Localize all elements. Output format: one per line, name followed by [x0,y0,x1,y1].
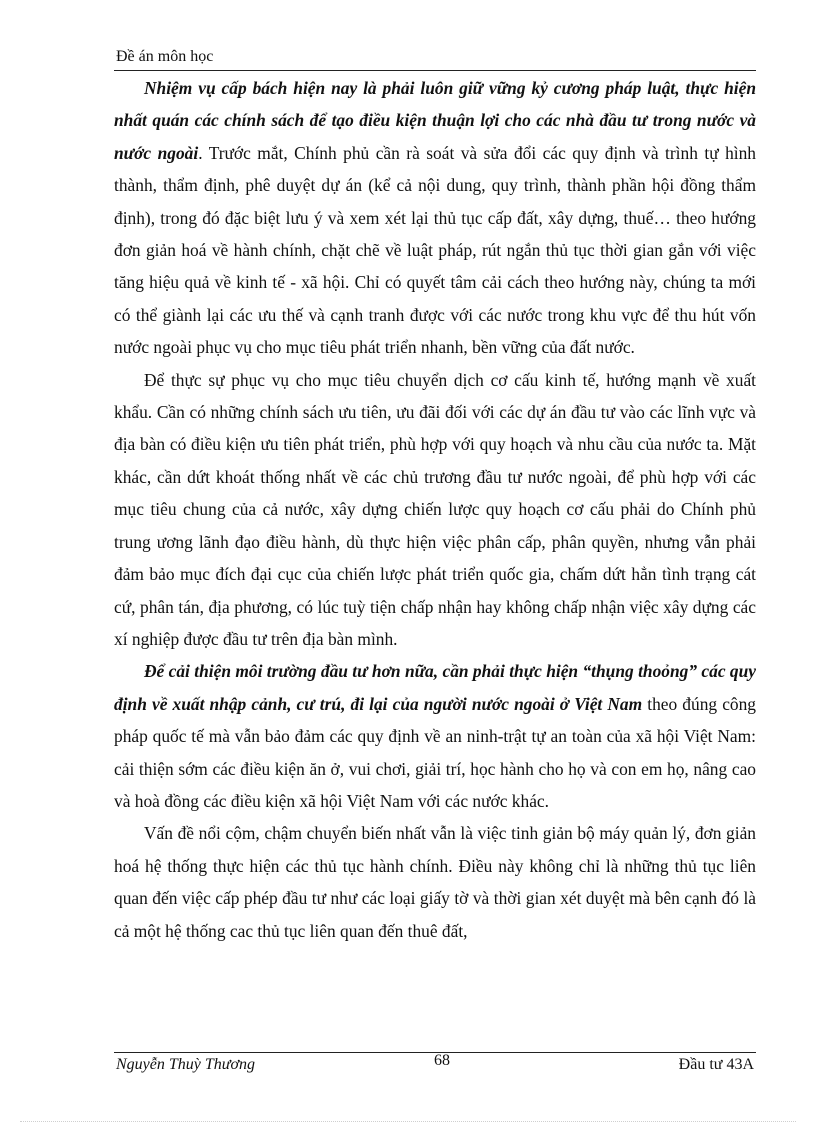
paragraph-1-text: . Trước mắt, Chính phủ cần rà soát và sửa đổi các quy định và trình tự hình thành, thẩm định, phê duyệt dự án (kể cả nội dung, quy trình, thành phần hội đồng thẩm định), trong đó đặc biệt lưu ý và xem xét lại thủ tục cấp đất, xây dựng, thuế… theo hướng đơn giản hoá về hành chính, chặt chẽ về luật pháp, rút ngắn thủ tục thời gian gắn với việc tăng hiệu quả về kinh tế - xã hội. Chỉ có quyết tâm cải cách theo hướng này, chúng ta mới có thể giành lại các ưu thế và cạnh tranh được với các nước trong khu vực để thu hút vốn nước ngoài phục vụ cho mục tiêu phát triển nhanh, bền vững của đất nước. [114,142,756,358]
paragraph-3-text: theo đúng công pháp quốc tế mà vẫn bảo đảm các quy định về an ninh-trật tự an toàn của xã hội Việt Nam: cải thiện sớm các điều kiện ăn ở, vui chơi, giải trí, học hành cho họ và con em họ, nâng cao và hoà đồng các điều kiện xã hội Việt Nam với các nước khác. [114,693,756,811]
page-edge-divider [20,1121,796,1122]
paragraph-2: Để thực sự phục vụ cho mục tiêu chuyển dịch cơ cấu kinh tế, hướng mạnh về xuất khẩu. Cần có những chính sách ưu tiên, ưu đãi đối với các dự án đầu tư vào các lĩnh vực và địa bàn có điều kiện ưu tiên phát triển, phù hợp với quy hoạch và nhu cầu của nước ta. Mặt khác, cần dứt khoát thống nhất về các chủ trương đầu tư nước ngoài, để phù hợp với các mục tiêu chung của cả nước, xây dựng chiến lược quy hoạch cơ cấu phải do Chính phủ trung ương lãnh đạo điều hành, dù thực hiện việc phân cấp, phân quyền, nhưng vẫn phải đảm bảo mục đích đại cục của chiến lược phát triển quốc gia, chấm dứt hẳn tình trạng cát cứ, phân tán, địa phương, có lúc tuỳ tiện chấp nhận hay không chấp nhận việc xây dựng các xí nghiệp được đầu tư trên địa bàn mình. [114,369,756,649]
footer-author: Nguyễn Thuỳ Thương [116,1056,256,1073]
paragraph-3-emphasis: Để cải thiện môi trường đầu tư hơn nữa, cần phải thực hiện “thụng thoỏng” các quy định về xuất nhập cảnh, cư trú, đi lại của người nước ngoài ở Việt Nam [114,661,756,714]
header-rule [114,70,756,71]
footer-class: Đầu tư 43A [678,1056,754,1073]
page-number: 68 [434,1052,450,1069]
header-title: Đề án môn học [116,48,214,65]
paragraph-4: Vấn đề nổi cộm, chậm chuyển biến nhất vẫn là việc tinh giản bộ máy quản lý, đơn giản hoá hệ thống thực hiện các thủ tục hành chính. Điều này không chỉ là những thủ tục liên quan đến việc cấp phép đầu tư như các loại giấy tờ và thời gian xét duyệt mà bên cạnh đó là cả một hệ thống cac thủ tục liên quan đến thuê đất, [114,823,756,941]
body-text [114,72,756,947]
paragraph-1 [114,72,756,364]
paragraph-1-emphasis: Nhiệm vụ cấp bách hiện nay là phải luôn giữ vững kỷ cương pháp luật, thực hiện nhất quán các chính sách để tạo điều kiện thuận lợi cho các nhà đầu tư trong nước và nước ngoài [114,78,756,163]
paragraph-3 [114,655,756,817]
